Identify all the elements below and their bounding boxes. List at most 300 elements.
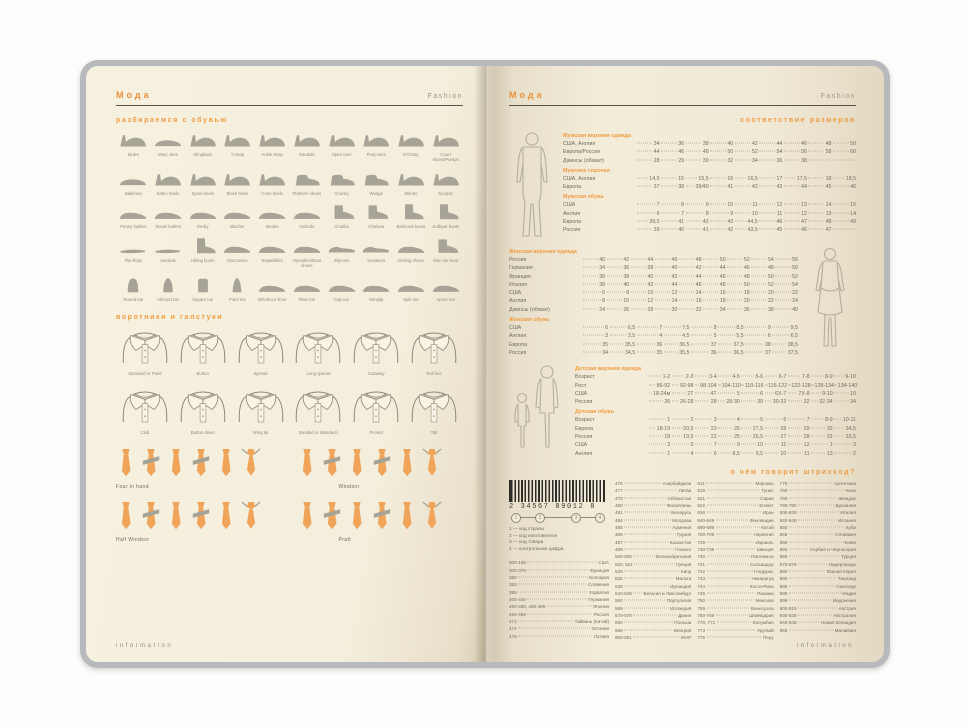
dot-leader: [631, 259, 646, 260]
dot-leader: [735, 151, 751, 152]
collar-label: Long spread: [306, 370, 331, 376]
collar-label: Button down: [190, 429, 215, 435]
dot-leader: [811, 384, 813, 385]
dot-leader: [741, 392, 758, 393]
size-value-text: 116-122: [768, 382, 788, 389]
country-name: Мексика: [755, 598, 774, 604]
size-value-text: 44: [801, 184, 807, 191]
size-value: [763, 425, 786, 433]
barcode-country-row: [697, 583, 773, 590]
barcode-legend-line: 1 — код страны: [509, 526, 545, 532]
size-value: [635, 332, 662, 340]
dot-leader: [691, 351, 709, 352]
size-block: [509, 363, 856, 458]
size-value-text: 7-8: [801, 374, 810, 381]
size-value: [717, 398, 740, 406]
size-value: [660, 201, 685, 209]
country-name: Грузия: [677, 532, 692, 538]
size-value: [635, 157, 660, 165]
dot-leader: [707, 600, 755, 601]
dot-leader: [607, 259, 622, 260]
dot-leader: [710, 151, 726, 152]
country-name: Уругвай: [756, 627, 774, 633]
size-value: [693, 433, 716, 441]
collar-item: [232, 386, 290, 435]
barcode-country-row: [780, 524, 856, 531]
country-code: 380: [509, 575, 517, 580]
size-value-text: 48: [743, 273, 750, 280]
shoe-label: Kitten heels: [156, 190, 180, 196]
dot-leader: [789, 629, 833, 630]
dot-leader: [661, 186, 677, 187]
shoe-item: [324, 129, 359, 163]
page-left-header: [116, 90, 463, 100]
dot-leader: [691, 343, 709, 344]
shoe-label: Wholecut shoe: [257, 296, 287, 302]
size-value-text: 35: [656, 349, 663, 356]
country-code: 885: [779, 576, 788, 582]
barcode-country-row: [697, 480, 773, 487]
loafer-shoe-icon: [396, 235, 426, 258]
size-value: [647, 441, 670, 449]
size-row: [509, 273, 798, 281]
dot-leader: [695, 444, 712, 445]
dot-leader: [679, 283, 694, 284]
country-code: 775: [697, 635, 705, 641]
shoe-item: [324, 168, 359, 197]
size-value: [635, 218, 660, 226]
shoe-label: Moc toe boot: [433, 258, 459, 264]
size-value-text: 12: [671, 290, 678, 297]
barcode-country-row: [697, 612, 773, 619]
barcode-country-row: [780, 509, 856, 516]
size-value: [758, 201, 783, 209]
size-value: [750, 273, 774, 281]
shoe-item: [428, 201, 463, 230]
size-value: [758, 148, 783, 156]
size-value-text: 6: [605, 325, 609, 332]
size-value-text: 5: [713, 333, 717, 340]
size-block: [509, 246, 856, 357]
dot-leader: [727, 283, 742, 284]
size-value: [660, 148, 685, 156]
dot-leader: [686, 151, 702, 152]
dot-leader: [707, 585, 749, 586]
size-row-label: Рост: [575, 382, 587, 389]
size-value-text: 14: [825, 202, 832, 209]
size-value-text: 6,5: [790, 333, 798, 340]
size-row-label: Англия: [509, 298, 527, 305]
shoe-label: Sneakers: [367, 258, 386, 264]
barcode-group-number: 2: [535, 513, 545, 523]
size-value: [635, 210, 660, 218]
size-value: [690, 341, 717, 349]
shoe-item: [359, 129, 394, 163]
size-value-text: 11: [780, 442, 787, 449]
size-value: [653, 273, 677, 281]
barcode-legend: [509, 527, 609, 553]
dot-leader: [707, 497, 759, 498]
page-title: Мода: [116, 90, 152, 100]
size-value-text: 38,5: [787, 341, 798, 348]
shoe-label: Round toe: [123, 296, 144, 302]
size-value-text: 6: [656, 210, 660, 217]
country-code: 743: [697, 576, 705, 582]
size-value: [709, 218, 734, 226]
dot-leader: [735, 177, 746, 178]
shoe-label: Wingtip: [369, 296, 384, 302]
dot-leader: [759, 177, 775, 178]
dot-leader: [624, 541, 668, 542]
size-value: [740, 441, 763, 449]
size-value-text: 43: [727, 219, 734, 226]
shoe-label: Balmoral boots: [396, 224, 426, 230]
size-value: [782, 175, 807, 183]
dot-leader: [718, 401, 725, 402]
country-name: Узбекистан: [667, 495, 692, 501]
size-group-title: Мужская верхняя одежда: [563, 133, 631, 139]
dot-leader: [710, 186, 726, 187]
dot-leader: [527, 613, 592, 614]
size-value: [774, 281, 798, 289]
size-value-text: 34: [653, 141, 660, 147]
shoe-item: [151, 168, 186, 197]
country-name: ЮАР: [680, 635, 692, 641]
country-name: Кипр: [681, 569, 692, 575]
country-code: 619: [697, 488, 705, 494]
size-value: [653, 306, 677, 314]
collars-section-title: воротники и галстуки: [116, 313, 224, 321]
barcode-country-table: [509, 480, 856, 642]
shoe-label: Sandals: [160, 258, 176, 264]
size-value: [782, 201, 807, 209]
dot-leader: [789, 571, 825, 572]
size-value-text: 8: [681, 202, 685, 209]
country-code: 858: [779, 532, 788, 538]
size-value: [763, 398, 786, 406]
dot-leader: [735, 204, 751, 205]
size-value-text: 37: [764, 349, 771, 356]
dot-leader: [808, 186, 824, 187]
dot-leader: [664, 351, 678, 352]
size-value-text: 28: [653, 157, 660, 164]
size-value: [782, 226, 807, 234]
size-value-text: 24: [599, 306, 606, 313]
dot-leader: [649, 384, 656, 385]
country-name: Великобритания: [656, 554, 692, 560]
collar-item: [405, 327, 463, 376]
country-code: 476: [615, 480, 623, 486]
barcode-country-row: [615, 539, 691, 546]
dot-leader: [583, 259, 598, 260]
country-name: Чили: [845, 488, 856, 494]
size-value-text: 18: [664, 434, 671, 441]
barcode-column: [697, 480, 773, 642]
dot-leader: [718, 427, 732, 428]
size-value: [647, 450, 670, 458]
size-value: [635, 175, 660, 183]
size-value-text: 9: [767, 325, 771, 332]
country-code: 000-139: [509, 560, 526, 566]
size-value-text: 3,5: [627, 333, 636, 340]
dot-leader: [624, 497, 666, 498]
size-row-label: США: [563, 202, 576, 209]
size-value: [581, 306, 605, 314]
shoe-label: Wedge: [369, 190, 384, 196]
barcode-country-row: [780, 575, 856, 582]
size-value: [726, 273, 750, 281]
size-value: [677, 264, 701, 272]
size-value-text: 38: [702, 141, 709, 147]
dot-leader: [789, 490, 844, 491]
size-row: [509, 256, 798, 264]
size-value-text: 104-110: [721, 382, 741, 389]
shoe-label: Blücher: [230, 224, 245, 230]
size-value: [670, 450, 693, 458]
dot-leader: [518, 577, 587, 578]
barcode-country-row: [509, 618, 609, 625]
size-value: [832, 161, 857, 162]
size-value-text: 35: [602, 341, 609, 348]
loafer-shoe-icon: [118, 201, 148, 224]
country-name: Ирландия: [670, 583, 692, 589]
size-value: [605, 297, 629, 305]
collar-icon: [293, 386, 343, 428]
size-value-text: 6-7: [778, 374, 787, 381]
size-value-text: 49: [850, 219, 857, 226]
tie-knot-block: [297, 447, 464, 490]
size-value-text: 7: [806, 417, 810, 424]
dot-leader: [784, 204, 800, 205]
size-value: [763, 433, 786, 441]
size-value-text: 8: [713, 325, 717, 332]
dot-leader: [710, 143, 726, 144]
size-value-text: 37,5: [733, 341, 744, 348]
page-right: [485, 66, 884, 662]
country-code: 400-440: [509, 597, 526, 603]
size-value-text: 46: [850, 184, 857, 191]
dot-leader: [695, 384, 699, 385]
size-value-text: 26: [623, 306, 630, 313]
dot-leader: [789, 600, 831, 601]
size-value: [647, 433, 670, 441]
size-value: [709, 210, 734, 218]
size-value-text: 37,5: [787, 349, 798, 356]
dot-leader: [808, 143, 824, 144]
dot-leader: [610, 335, 627, 336]
country-code: 626: [697, 510, 705, 516]
country-code: 590: [615, 620, 623, 626]
dot-leader: [661, 204, 680, 205]
size-value-text: 110-116: [744, 382, 764, 389]
country-code: 485: [615, 525, 623, 530]
size-value-text: 22: [767, 298, 774, 305]
dot-leader: [751, 267, 766, 268]
size-value-text: 56: [792, 257, 798, 263]
country-name: Венесуэла: [750, 605, 774, 611]
size-value-text: 28: [780, 425, 787, 432]
country-code: 474: [509, 626, 517, 632]
size-value-text: 54: [767, 257, 774, 263]
size-value-text: 54: [776, 149, 783, 156]
shoe-label: Monks: [265, 224, 279, 230]
dot-leader: [834, 427, 844, 428]
collar-item: [289, 386, 347, 435]
dot-leader: [649, 392, 652, 393]
dot-leader: [637, 327, 658, 328]
shoe-row: [116, 129, 463, 163]
size-value-text: 4: [736, 417, 740, 424]
dot-leader: [661, 221, 677, 222]
shoe-item: [220, 168, 255, 197]
size-value-text: 3: [605, 333, 609, 340]
shoe-label: Jodhpur boots: [432, 224, 460, 230]
size-value-text: 39: [653, 227, 660, 234]
size-value-text: 40: [623, 281, 630, 288]
size-value-text: 16: [695, 298, 702, 305]
collar-label: Pinned: [369, 429, 383, 435]
barcode-country-row: [615, 597, 691, 604]
size-value-text: 42: [751, 184, 758, 191]
dot-leader: [655, 275, 670, 276]
dot-leader: [633, 556, 654, 557]
shoe-item: [255, 235, 290, 269]
size-value-text: 10: [780, 450, 787, 457]
page-right-header: [509, 90, 856, 100]
barcode-country-row: [780, 539, 856, 546]
size-value-text: 2: [853, 450, 856, 457]
dot-leader: [718, 436, 732, 437]
size-value: [726, 264, 750, 272]
size-value: [709, 201, 734, 209]
heel-shoe-icon: [222, 129, 252, 152]
size-table-group: [555, 130, 856, 240]
size-value-text: 13: [826, 450, 833, 457]
size-value-text: 7,5: [682, 325, 690, 332]
size-value: [758, 183, 783, 191]
size-row-label: Германия: [509, 265, 533, 272]
size-value-text: 46: [743, 265, 750, 272]
country-code: 484: [615, 517, 623, 523]
collar-item: [116, 386, 174, 435]
dot-leader: [735, 221, 746, 222]
size-value-text: 16: [719, 290, 726, 297]
size-value-text: 7: [713, 442, 717, 449]
size-value-text: 9: [705, 202, 709, 209]
size-value: [782, 157, 807, 165]
barcode-country-row: [509, 574, 609, 581]
size-value-text: 39/40: [695, 184, 709, 191]
dot-leader: [703, 267, 718, 268]
collar-icon: [120, 327, 170, 369]
dot-leader: [745, 351, 763, 352]
barcode-country-row: [697, 517, 773, 524]
tie-step-icon: [397, 500, 417, 533]
collar-item: [405, 386, 463, 435]
size-value: [833, 416, 856, 424]
size-value-text: 38: [767, 306, 774, 313]
dot-leader: [833, 143, 849, 144]
size-row-label: США, Англия: [563, 141, 596, 147]
size-row-label: Россия: [509, 349, 527, 356]
tallboot-shoe-icon: [396, 201, 426, 224]
country-name: Финляндия: [749, 517, 774, 523]
size-value-text: 52: [792, 273, 798, 280]
dot-leader: [624, 519, 670, 520]
size-value: [662, 341, 689, 349]
size-value-text: 48: [695, 257, 702, 263]
country-name: Филиппины: [666, 502, 692, 508]
size-value: [660, 183, 685, 191]
country-code: 385: [509, 589, 517, 595]
size-value-text: 24: [792, 298, 798, 305]
size-value: [670, 390, 693, 398]
country-code: 477: [615, 488, 623, 494]
heel-shoe-icon: [431, 168, 461, 191]
size-value-text: 7: [681, 210, 685, 217]
size-value: [810, 425, 833, 433]
size-value-text: 98-104: [700, 382, 717, 389]
dot-leader: [679, 259, 694, 260]
barcode-country-row: [697, 561, 773, 568]
country-code: 742: [697, 569, 705, 575]
size-value-text: 15,5: [698, 175, 709, 182]
size-row: [575, 390, 856, 398]
barcode-country-row: [780, 627, 856, 634]
country-code: 539: [615, 583, 623, 589]
country-name: Испания: [837, 517, 856, 523]
size-value-text: 42: [702, 219, 709, 226]
barcode-country-row: [509, 589, 609, 596]
dot-leader: [583, 283, 598, 284]
dot-leader: [775, 267, 790, 268]
size-value-text: 36: [776, 157, 783, 164]
size-value: [744, 341, 771, 349]
dot-leader: [759, 143, 775, 144]
shoe-label: Moccasins: [227, 258, 248, 264]
dot-leader: [788, 392, 797, 393]
tie-step-icon: [297, 447, 317, 480]
size-row-label: Россия: [563, 227, 581, 234]
size-row-label: Джинсы (обхват): [509, 306, 550, 313]
size-value-text: 5-6: [755, 374, 764, 381]
tie-knot-block: [116, 500, 283, 543]
size-value: [810, 433, 833, 441]
size-value: [733, 218, 758, 226]
dot-leader: [798, 615, 832, 616]
dot-leader: [703, 275, 718, 276]
dot-leader: [547, 606, 592, 607]
country-code: 780: [779, 488, 788, 494]
size-value-text: 50: [743, 281, 750, 288]
size-value: [635, 148, 660, 156]
dot-leader: [735, 143, 751, 144]
size-value: [807, 175, 832, 183]
collar-label: Button: [196, 370, 209, 376]
size-value-text: 5: [736, 390, 740, 397]
dot-leader: [672, 427, 682, 428]
size-row: [575, 416, 856, 424]
size-value: [782, 183, 807, 191]
size-value-text: 44,5: [747, 219, 758, 226]
dot-leader: [808, 159, 830, 160]
size-value: [684, 201, 709, 209]
size-value-text: 6,5: [627, 325, 636, 332]
country-name: Япония: [593, 604, 609, 610]
dot-leader: [637, 151, 653, 152]
tie-step-icon: [422, 500, 442, 533]
shoe-label: Slingback: [193, 152, 213, 157]
